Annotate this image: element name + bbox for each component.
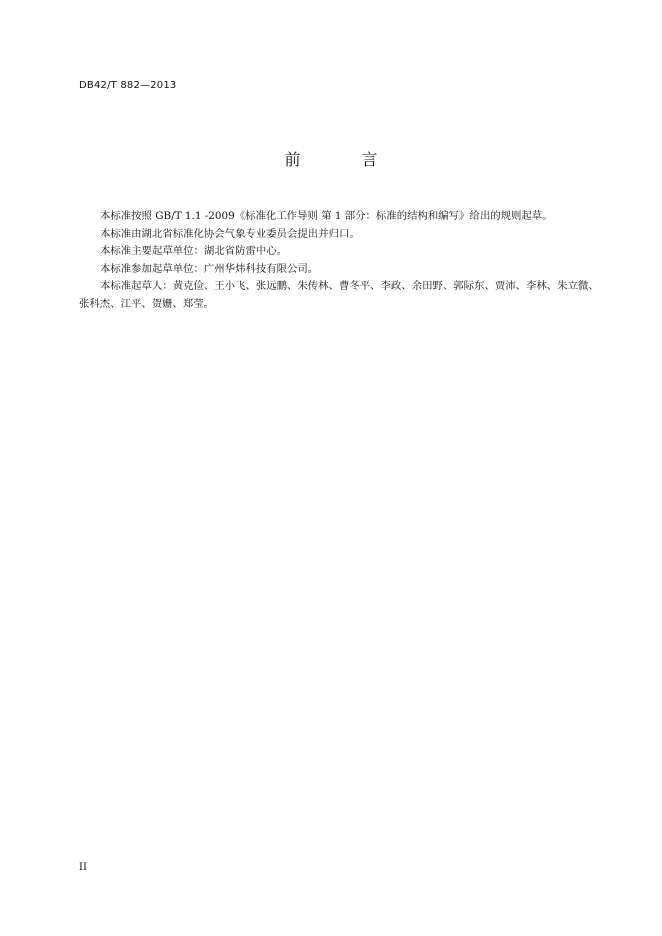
- foreword-title: 前 言: [284, 150, 406, 169]
- paragraph-proposer: 本标准由湖北省标准化协会气象专业委员会提出并归口。: [100, 227, 360, 240]
- foreword-body: [79, 208, 603, 313]
- page-number: II: [79, 862, 87, 873]
- standard-code-header: DB42/T 882—2013: [79, 80, 177, 91]
- paragraph-main-drafting-unit: 本标准主要起草单位：湖北省防雷中心。: [100, 245, 288, 257]
- paragraph-drafting-rules: 本标准按照 GB/T 1.1 -2009《标准化工作导则 第 1 部分：标准的结构和编写》给出的规则起草。: [100, 210, 553, 222]
- paragraph-drafters: 本标准起草人：黄克俭、王小飞、张远鹏、朱传林、曹冬平、李政、余田野、郭际东、贾沛、李林、朱立微、张科杰、江平、贺姗、郑莹。: [79, 280, 599, 310]
- paragraph-participating-unit: 本标准参加起草单位：广州华炜科技有限公司。: [100, 262, 319, 275]
